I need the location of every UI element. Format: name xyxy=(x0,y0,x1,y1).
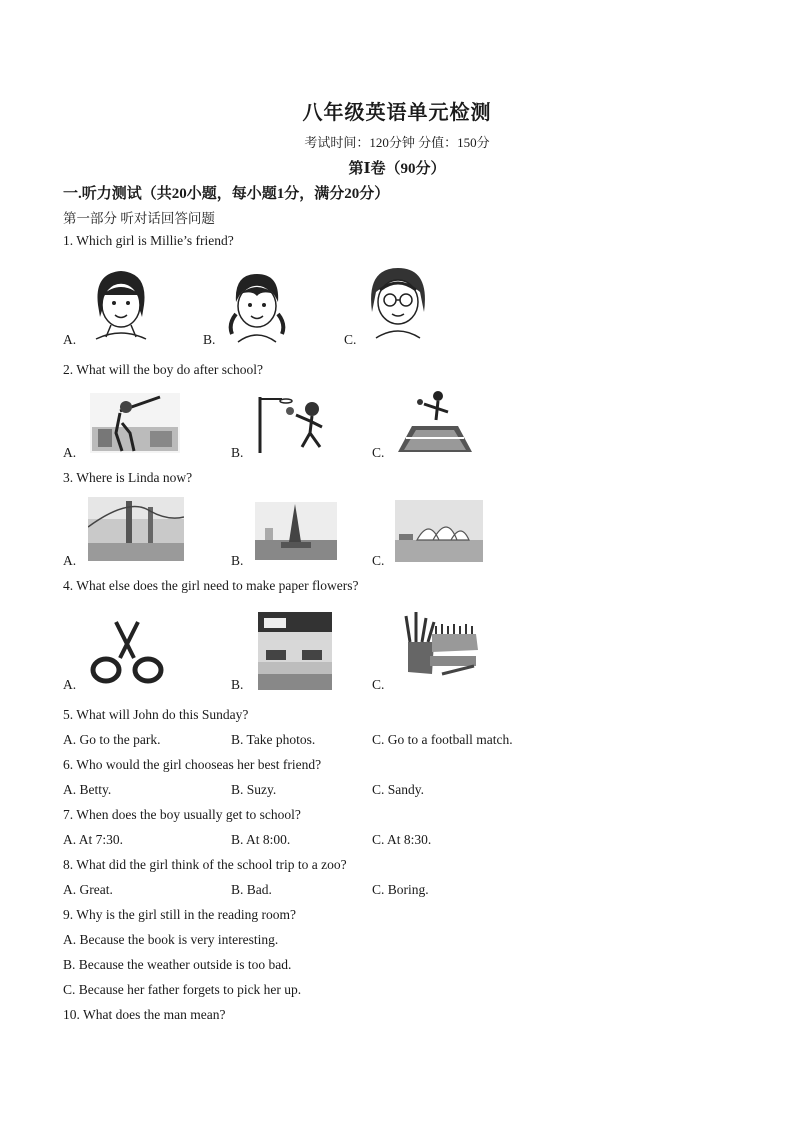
option-4c: C. xyxy=(372,677,385,692)
option-9b: B. Because the weather outside is too bad. xyxy=(63,957,292,972)
option-4b: B. xyxy=(231,677,244,692)
question-3: 3. Where is Linda now? xyxy=(63,470,193,485)
option-1a: A. xyxy=(63,332,77,347)
question-10: 10. What does the man mean? xyxy=(63,1007,226,1022)
page-title: 八年级英语单元检测 xyxy=(302,102,492,124)
option-7b: B. At 8:00. xyxy=(231,832,291,847)
option-1b: B. xyxy=(203,332,216,347)
tower-photo-icon xyxy=(255,502,337,560)
opera-house-photo-icon xyxy=(395,500,483,562)
girl-short-hair-icon xyxy=(86,265,156,340)
option-9c: C. Because her father forgets to pick her up. xyxy=(63,982,302,997)
option-7a: A. At 7:30. xyxy=(63,832,124,847)
option-8a: A. Great. xyxy=(63,882,113,897)
option-6c: C. Sandy. xyxy=(372,782,425,797)
option-5a: A. Go to the park. xyxy=(63,732,161,747)
question-9: 9. Why is the girl still in the reading room? xyxy=(63,907,296,922)
girl-braids-icon xyxy=(222,268,292,343)
glue-icon xyxy=(258,612,332,690)
bridge-photo-icon xyxy=(88,497,184,561)
option-5c: C. Go to a football match. xyxy=(372,732,513,747)
option-3b: B. xyxy=(231,553,244,568)
section-heading: 一.听力测试（共20小题，每小题1分，满分20分） xyxy=(63,186,390,202)
option-3a: A. xyxy=(63,553,77,568)
question-6: 6. Who would the girl chooseas her best friend? xyxy=(63,757,322,772)
option-4a: A. xyxy=(63,677,77,692)
question-1: 1. Which girl is Millie’s friend? xyxy=(63,233,234,248)
baseball-player-icon xyxy=(90,393,180,453)
option-8b: B. Bad. xyxy=(231,882,272,897)
question-2: 2. What will the boy do after school? xyxy=(63,362,263,377)
option-7c: C. At 8:30. xyxy=(372,832,432,847)
question-4: 4. What else does the girl need to make paper flowers? xyxy=(63,578,359,593)
crayons-icon xyxy=(402,612,480,682)
option-2c: C. xyxy=(372,445,385,460)
option-3c: C. xyxy=(372,553,385,568)
option-9a: A. Because the book is very interesting. xyxy=(63,932,279,947)
option-6b: B. Suzy. xyxy=(231,782,277,797)
option-8c: C. Boring. xyxy=(372,882,429,897)
option-6a: A. Betty. xyxy=(63,782,112,797)
question-7: 7. When does the boy usually get to school? xyxy=(63,807,301,822)
girl-glasses-icon xyxy=(362,262,434,340)
option-2a: A. xyxy=(63,445,77,460)
option-5b: B. Take photos. xyxy=(231,732,316,747)
question-8: 8. What did the girl think of the school trip to a zoo? xyxy=(63,857,347,872)
part-heading: 第一部分 听对话回答问题 xyxy=(63,211,215,226)
exam-info: 考试时间：120分钟 分值：150分 xyxy=(304,135,490,150)
scissors-icon xyxy=(90,620,164,684)
option-1c: C. xyxy=(344,332,357,347)
question-5: 5. What will John do this Sunday? xyxy=(63,707,249,722)
basketball-player-icon xyxy=(256,391,336,453)
table-tennis-player-icon xyxy=(394,386,476,454)
option-2b: B. xyxy=(231,445,244,460)
volume-heading: 第Ⅰ卷（90分） xyxy=(348,161,446,177)
